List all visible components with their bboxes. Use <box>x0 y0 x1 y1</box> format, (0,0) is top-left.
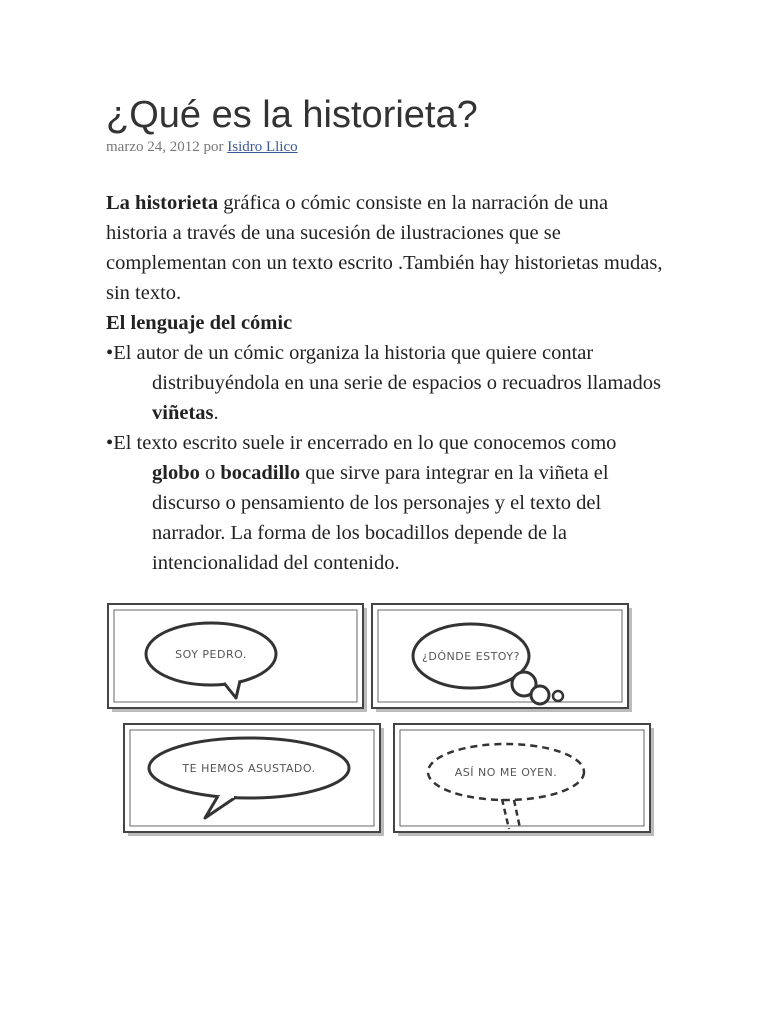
bullet-item-1 <box>106 338 666 428</box>
bullet-marker: • <box>106 432 114 454</box>
bullet-1-bold: viñetas <box>152 402 214 424</box>
comic-panel-1 <box>108 604 367 712</box>
comic-panel-2 <box>372 604 632 712</box>
bullet-2-end: que sirve para integrar en la viñeta el discurso o pensamiento de los personajes y el texto del narrador. La forma de los bocadillos depende de la intencionalidad del contenido. <box>152 462 609 574</box>
article-date: marzo 24, 2012 <box>106 139 200 155</box>
bullet-2-text: El texto escrito suele ir encerrado en lo que conocemos como <box>113 432 617 454</box>
bullet-item-2 <box>106 428 666 578</box>
intro-text: gráfica o cómic consiste en la narración de una historia a través de una sucesión de ilustraciones que se complementan con un texto escrito .También hay historietas mudas, sin texto. <box>106 192 663 304</box>
comic-illustration <box>106 602 658 842</box>
bullet-2-bold-globo: globo <box>152 462 200 484</box>
bullet-2-bold-bocadillo: bocadillo <box>220 462 301 484</box>
comic-panel-4 <box>394 724 654 836</box>
bullet-1-text: El autor de un cómic organiza la historia que quiere contar distribuyéndola en una serie de espacios o recuadros llamados <box>113 342 661 394</box>
comic-panel-3 <box>124 724 384 836</box>
bubble-text-4: ASÍ NO ME OYEN. <box>454 766 558 779</box>
bullet-2-mid: o <box>199 462 221 484</box>
bubble-text-3: TE HEMOS ASUSTADO. <box>182 762 316 775</box>
intro-paragraph <box>106 188 666 308</box>
section-heading-text: El lenguaje del cómic <box>106 312 293 334</box>
article-body <box>106 188 666 578</box>
author-link[interactable]: Isidro Llico <box>227 139 298 155</box>
bullet-marker: • <box>106 342 114 364</box>
article-by: por <box>203 139 224 155</box>
article-meta <box>106 139 298 156</box>
bubble-text-1: SOY PEDRO. <box>175 648 247 661</box>
intro-bold-term: La historieta <box>106 192 219 214</box>
bubble-text-2: ¿DÓNDE ESTOY? <box>422 650 520 663</box>
section-heading <box>106 308 666 338</box>
bullet-1-end: . <box>213 402 219 424</box>
article-title: ¿Qué es la historieta? <box>106 94 478 136</box>
